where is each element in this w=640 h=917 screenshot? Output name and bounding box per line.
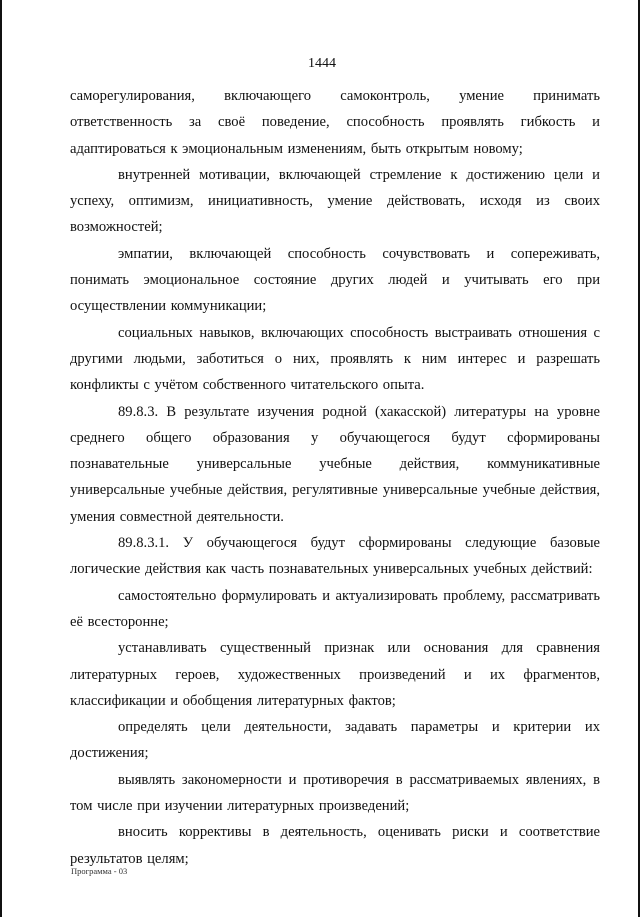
- paragraph: 89.8.3. В результате изучения родной (хакасской) литературы на уровне среднего общего образования у обучающегося будут сформированы познавательные универсальные учебные действия, коммуникативные универсальные учебные действия, регулятивные универсальные учебные действия, умения совместной деятельности.: [70, 403, 600, 525]
- paragraph: социальных навыков, включающих способность выстраивать отношения с другими людьми, заботиться о них, проявлять к ним интерес и разрешать конфликты с учётом собственного читательского опыта.: [70, 324, 600, 394]
- paragraph: саморегулирования, включающего самоконтроль, умение принимать ответственность за своё поведение, способность проявлять гибкость и адаптироваться к эмоциональным изменениям, быть открытым новому;: [70, 88, 600, 157]
- paragraph: самостоятельно формулировать и актуализировать проблему, рассматривать её всесторонне;: [70, 587, 600, 630]
- paragraph: вносить коррективы в деятельность, оценивать риски и соответствие результатов целям;: [70, 824, 600, 867]
- paragraph: выявлять закономерности и противоречия в рассматриваемых явлениях, в том числе при изучении литературных произведений;: [70, 771, 600, 815]
- page-number: 1444: [308, 56, 336, 71]
- paragraph: устанавливать существенный признак или основания для сравнения литературных героев, художественных произведений и их фрагментов, классификации и обобщения литературных фактов;: [70, 640, 600, 709]
- paragraph: эмпатии, включающей способность сочувствовать и сопереживать, понимать эмоциональное состояние других людей и учитывать его при осуществлении коммуникации;: [70, 245, 600, 315]
- paragraph: определять цели деятельности, задавать параметры и критерии их достижения;: [70, 719, 600, 762]
- paragraph: 89.8.3.1. У обучающегося будут сформированы следующие базовые логические действия как часть познавательных универсальных учебных действий:: [70, 535, 600, 578]
- paragraph: внутренней мотивации, включающей стремление к достижению цели и успеху, оптимизм, инициативность, умение действовать, исходя из своих возможностей;: [70, 166, 600, 236]
- footer-label: Программа - 03: [71, 866, 128, 876]
- body-text: [70, 83, 600, 872]
